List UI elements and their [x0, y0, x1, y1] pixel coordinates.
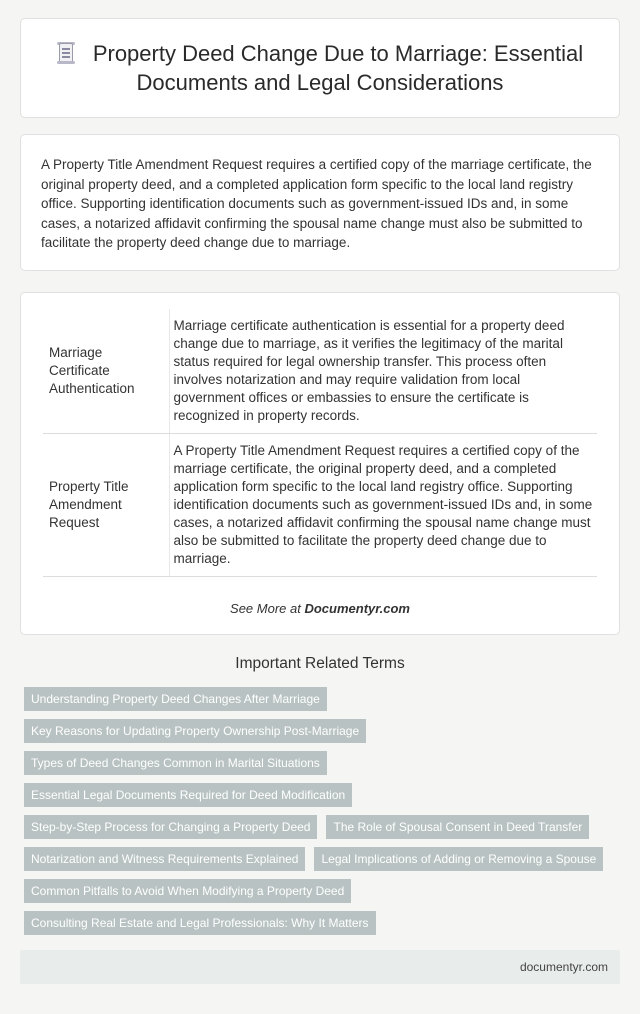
related-term-tag[interactable]: Consulting Real Estate and Legal Professionals: Why It Matters — [24, 911, 376, 935]
tag-row — [24, 751, 624, 775]
table-row — [43, 309, 597, 434]
tag-row — [24, 783, 624, 807]
related-term-tag[interactable]: Key Reasons for Updating Property Ownership Post-Marriage — [24, 719, 366, 743]
related-term-tag[interactable]: Common Pitfalls to Avoid When Modifying a Property Deed — [24, 879, 351, 903]
title-card — [20, 18, 620, 118]
description-cell: A Property Title Amendment Request requires a certified copy of the marriage certificate, the original property deed, and a completed application form specific to the local land registry office. Supporting identification documents such as government-issued IDs and, in some cases, a notarized affidavit confirming the spousal name change must also be submitted to facilitate the property deed change due to marriage. — [169, 434, 597, 577]
tag-row — [24, 879, 624, 903]
scroll-document-icon — [57, 42, 75, 64]
see-more-link[interactable] — [43, 601, 597, 616]
related-term-tag[interactable]: Understanding Property Deed Changes After Marriage — [24, 687, 327, 711]
footer — [20, 950, 620, 984]
terms-table — [43, 309, 597, 577]
related-term-tag[interactable]: Essential Legal Documents Required for Deed Modification — [24, 783, 352, 807]
tag-row — [24, 847, 624, 871]
summary-card — [20, 134, 620, 271]
see-more-site[interactable]: Documentyr.com — [304, 601, 410, 616]
description-cell: Marriage certificate authentication is essential for a property deed change due to marriage, as it verifies the legitimacy of the marital status required for legal ownership transfer. This process often involves notarization and may require validation from local government offices or embassies to ensure the certificate is recognized in property records. — [169, 309, 597, 434]
terms-table-card — [20, 292, 620, 635]
tag-row — [24, 911, 624, 935]
term-cell: Marriage Certificate Authentication — [43, 309, 169, 434]
tag-row — [24, 719, 624, 743]
related-term-tag[interactable]: The Role of Spousal Consent in Deed Transfer — [326, 815, 589, 839]
footer-site-link[interactable]: documentyr.com — [519, 960, 608, 974]
related-terms-tags — [24, 687, 624, 943]
tag-row — [24, 687, 624, 711]
related-term-tag[interactable]: Notarization and Witness Requirements Explained — [24, 847, 305, 871]
related-term-tag[interactable]: Step-by-Step Process for Changing a Property Deed — [24, 815, 317, 839]
term-cell: Property Title Amendment Request — [43, 434, 169, 577]
related-term-tag[interactable]: Types of Deed Changes Common in Marital Situations — [24, 751, 327, 775]
table-row — [43, 434, 597, 577]
tag-row — [24, 815, 624, 839]
page-title-text: Property Deed Change Due to Marriage: Essential Documents and Legal Considerations — [92, 41, 584, 95]
related-term-tag[interactable]: Legal Implications of Adding or Removing a Spouse — [314, 847, 603, 871]
page-title — [50, 39, 590, 97]
related-terms-heading: Important Related Terms — [235, 655, 405, 672]
see-more-prefix: See More at — [230, 601, 305, 616]
summary-text: A Property Title Amendment Request requires a certified copy of the marriage certificate, the original property deed, and a completed application form specific to the local land registry office. Supporting identification documents such as government-issued IDs and, in some cases, a notarized affidavit confirming the spousal name change must also be submitted to facilitate the property deed change due to marriage. — [41, 157, 592, 250]
